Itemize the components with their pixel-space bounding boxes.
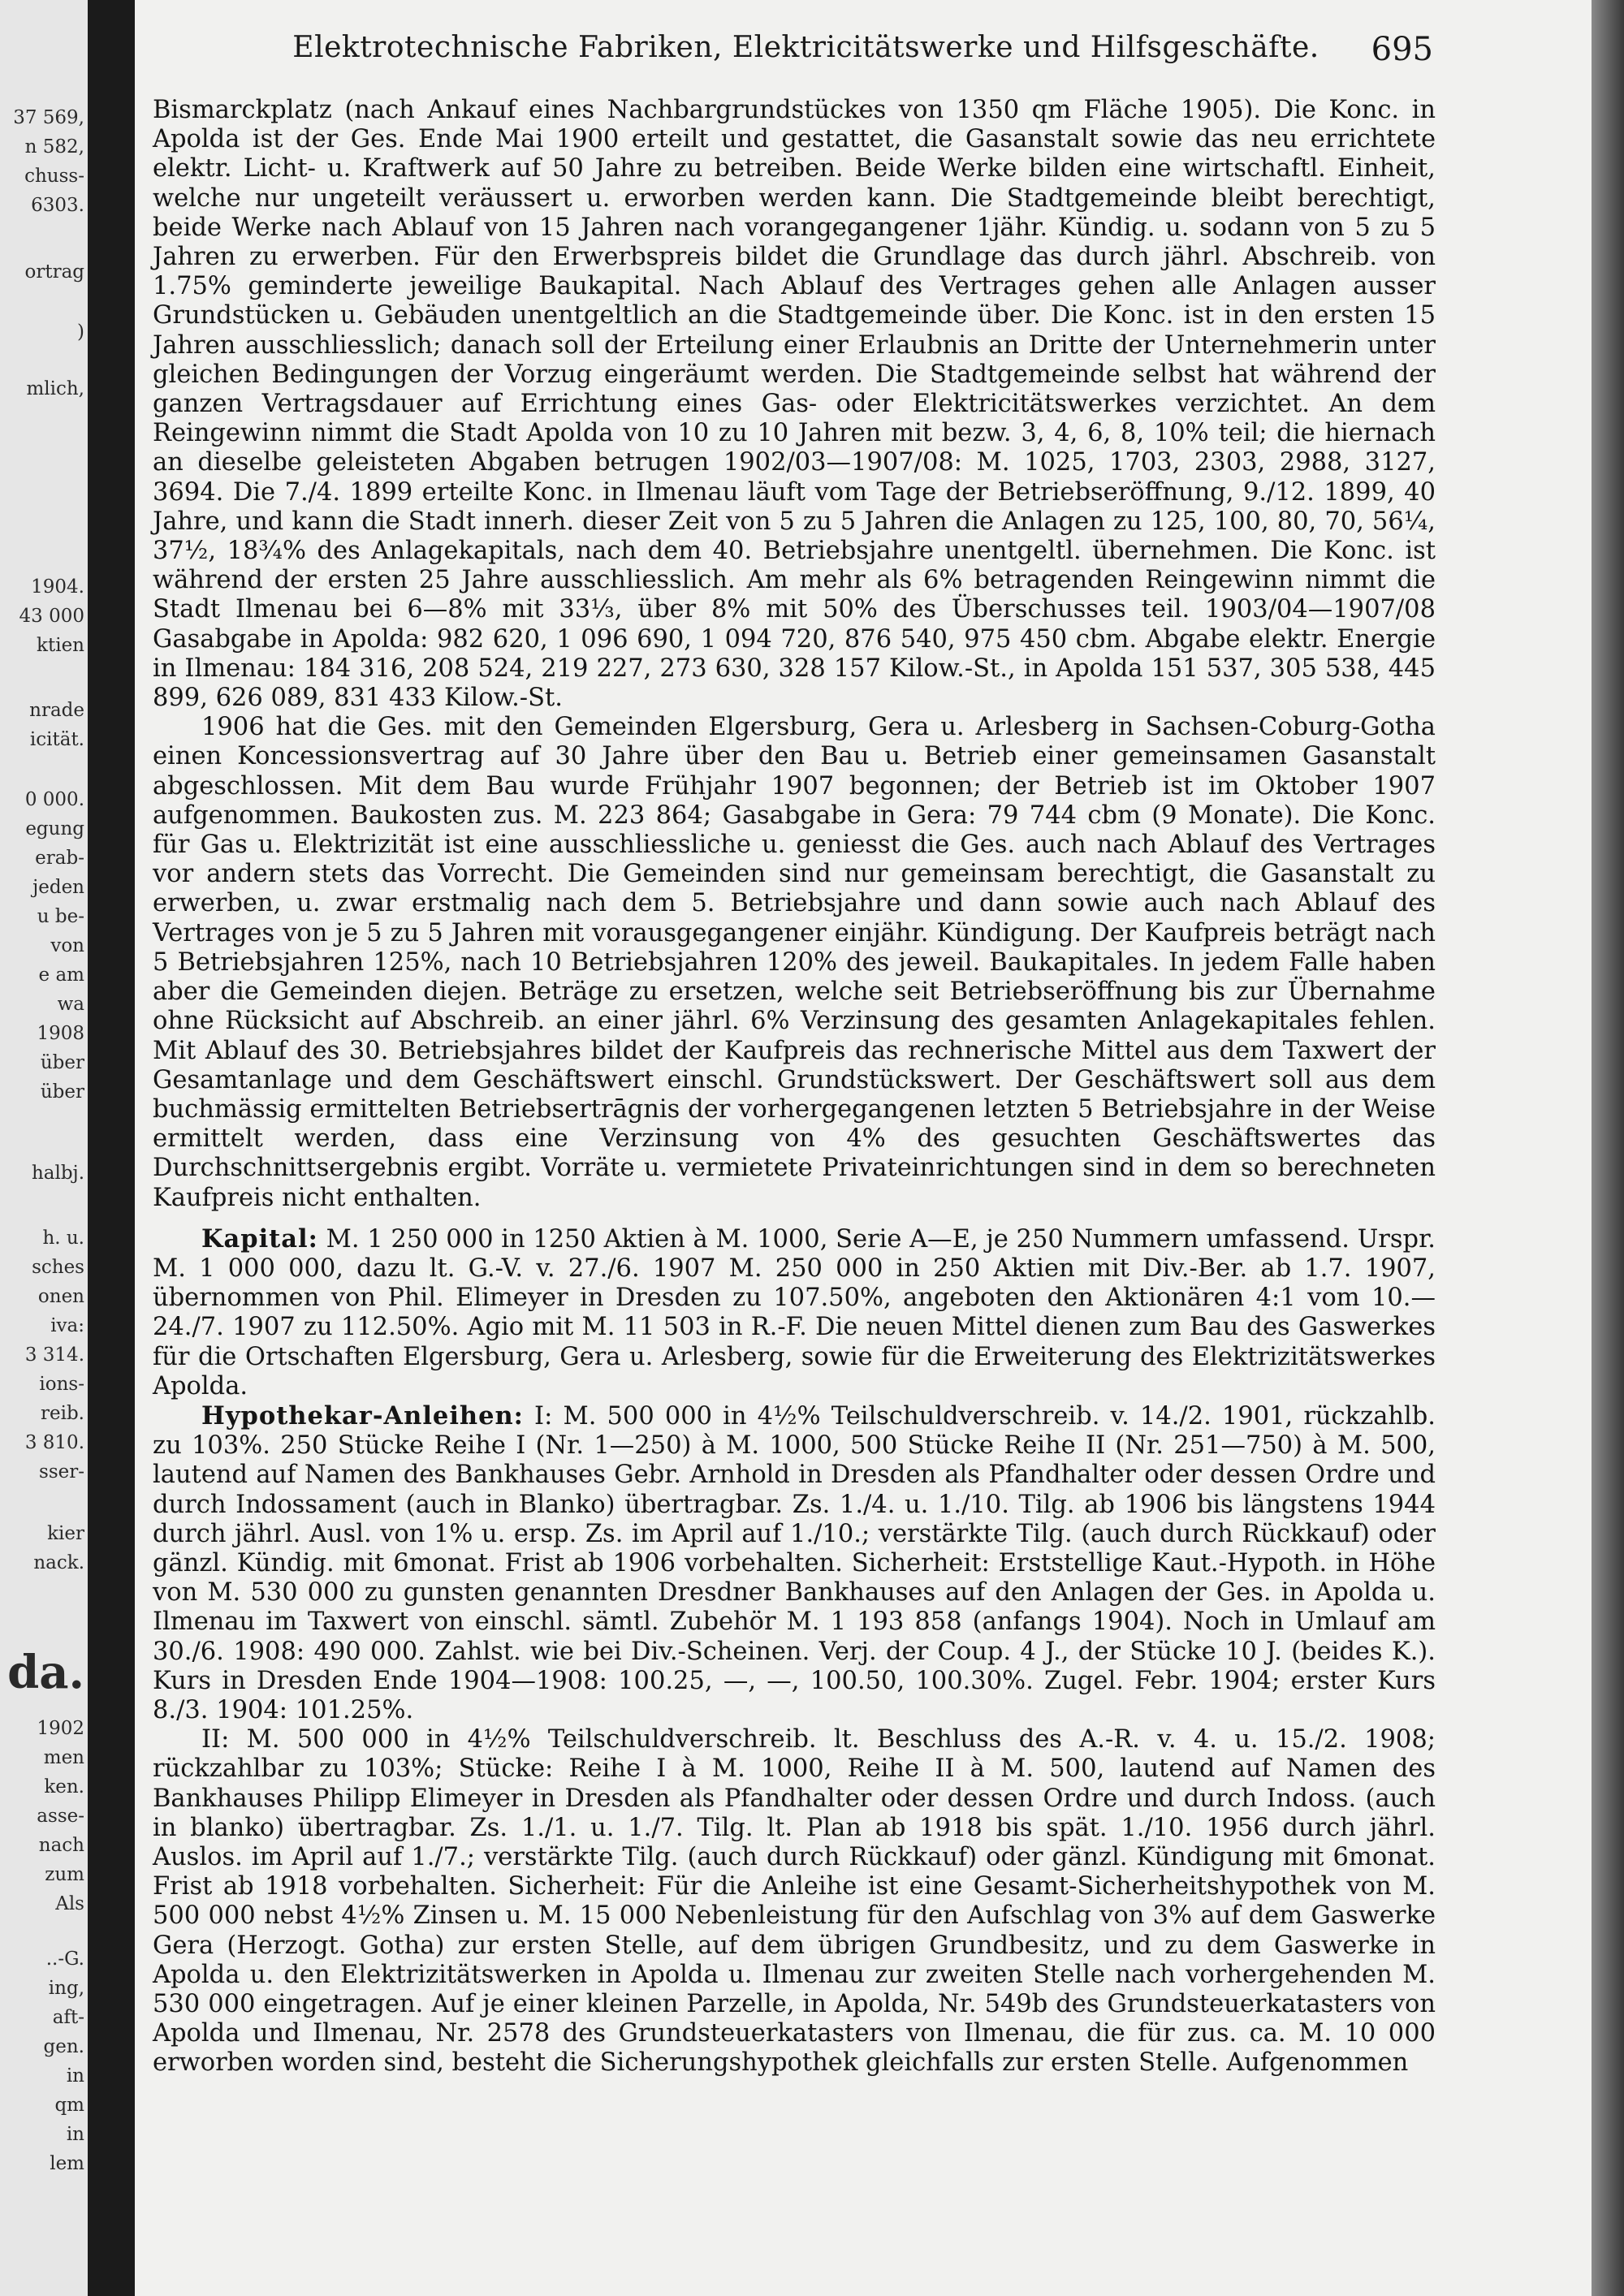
left-fragment: ken. bbox=[44, 1776, 84, 1798]
left-fragment: erab- bbox=[35, 848, 84, 869]
hypothekar-text: I: M. 500 000 in 4½% Teilschuldverschreib. v. 14./2. 1901, rückzahlb. zu 103%. 250 Stücke Reihe I (Nr. 1—250) à M. 1000, 500 Stücke Reihe II (Nr. 251—750) à M. 500, lautend auf Namen des Bankhauses Gebr. Arnhold in Dresden als Pfandhalter oder dessen Ordre und durch Indossament (auch in Blanko) übertragbar. Zs. 1./4. u. 1./10. Tilg. ab 1906 bis längstens 1944 durch jährl. Ausl. von 1% u. ersp. Zs. im April auf 1./10.; verstärkte Tilg. (auch durch Rückkauf) oder gänzl. Kündig. mit 6monat. Frist ab 1906 vorbehalten. Sicherheit: Erststellige Kaut.-Hypoth. in Höhe von M. 530 000 zu gunsten genannten Dresdner Bankhauses auf den Anlagen der Ges. in Apolda u. Ilmenau im Taxwert von einschl. sämtl. Zubehör M. 1 193 858 (anfangs 1904). Noch in Umlauf am 30./6. 1908: 490 000. Zahlst. wie bei Div.-Scheinen. Verj. der Coup. 4 J., der Stücke 10 J. (beides K.). Kurs in Dresden Ende 1904—1908: 100.25, —, —, 100.50, 100.30%. Zugel. Febr. 1904; erster Kurs 8./3. 1904: 101.25%. bbox=[153, 1401, 1436, 1724]
kapital-text: M. 1 250 000 in 1250 Aktien à M. 1000, Serie A—E, je 250 Nummern umfassend. Urspr. M. 1 000 000, dazu lt. G.-V. v. 27./6. 1907 M. 250 000 in 250 Aktien mit Div.-Ber. ab 1.7. 1907, übernommen von Phil. Elimeyer in Dresden zu 107.50%, angeboten den Aktionären 4:1 vom 10.—24./7. 1907 zu 112.50%. Agio mit M. 11 503 in R.-F. Die neuen Mittel dienen zum Bau des Gaswerkes für die Ortschaften Elgersburg, Gera u. Arlesberg, sowie für die Erweiterung des Elektrizitätswerkes Apolda. bbox=[153, 1224, 1436, 1400]
left-fragment: 6303. bbox=[31, 195, 84, 216]
left-fragment: qm bbox=[54, 2095, 84, 2116]
left-fragment: zum bbox=[45, 1864, 84, 1885]
left-fragment: mlich, bbox=[26, 378, 84, 399]
left-fragment: aft- bbox=[52, 2007, 84, 2028]
paragraph-anleihe-ii: II: M. 500 000 in 4½% Teilschuldverschreib. lt. Beschluss des A.-R. v. 4. u. 15./2. 1908; rückzahlbar zu 103%; Stücke: Reihe I à M. 1000, Reihe II à M. 500, lautend auf Namen des Bankhauses Philipp Elimeyer in Dresden als Pfandhalter oder dessen Ordre und durch Indoss. (auch in blanko) übertragbar. Zs. 1./1. u. 1./7. Tilg. lt. Plan ab 1918 bis spät. 1./10. 1956 durch jährl. Auslos. im April auf 1./7.; verstärkte Tilg. (auch durch Rückkauf) oder gänzl. Kündigung mit 6monat. Frist ab 1918 vorbehalten. Sicherheit: Für die Anleihe ist eine Gesamt-Sicherheitshypothek von M. 500 000 nebst 4½% Zinsen u. M. 15 000 Nebenleistung für den Aufschlag von 3% auf dem Gaswerke Gera (Herzogt. Gotha) zur ersten Stelle, auf dem übrigen Grundbesitz, und zu dem Gaswerke in Apolda u. den Elektrizitätswerken in Apolda u. Ilmenau zur zweiten Stelle nach vorhergehenden M. 530 000 eingetragen. Auf je einer kleinen Parzelle, in Apolda, Nr. 549b des Grundsteuerkatasters von Apolda und Ilmenau, Nr. 2578 des Grundsteuerkatasters von Ilmenau, die für zus. ca. M. 10 000 erworben worden sind, besteht die Sicherungshypothek gleichfalls zur ersten Stelle. Aufgenommen bbox=[153, 1725, 1436, 2078]
left-fragment: sser- bbox=[39, 1461, 84, 1482]
left-fragment: nack. bbox=[33, 1552, 84, 1573]
left-fragment: ..-G. bbox=[45, 1949, 84, 1970]
left-fragment: 3 810. bbox=[24, 1432, 84, 1453]
left-fragment: ortrag bbox=[24, 261, 84, 283]
paragraph-concession-gera: 1906 hat die Ges. mit den Gemeinden Elgersburg, Gera u. Arlesberg in Sachsen-Coburg-Gotha einen Koncessionsvertrag auf 30 Jahre über den Bau u. Betrieb einer gemeinsamen Gasanstalt abgeschlossen. Mit dem Bau wurde Frühjahr 1907 begonnen; der Betrieb ist im Oktober 1907 aufgenommen. Baukosten zus. M. 223 864; Gasabgabe in Gera: 79 744 cbm (9 Monate). Die Konc. für Gas u. Elektrizität ist eine ausschliessliche u. geniesst die Ges. auch nach Ablauf des Vertrages vor andern stets das Vorrecht. Die Gemeinden sind nur gemeinsam berechtigt, die Gasanstalt zu erwerben, u. zwar erstmalig nach dem 5. Betriebsjahre und dann sowie auch nach Ablauf des Vertrages von je 5 zu 5 Jahren mit vorausgegangener einjähr. Kündigung. Der Kaufpreis beträgt nach 5 Betriebsjahren 125%, nach 10 Betriebsjahren 120% des jeweil. Baukapitales. In jedem Falle haben aber die Gemeinden diejen. Beträge zu ersetzen, welche seit Betriebseröffnung bis zur Übernahme ohne Rücksicht auf Abschreib. an einer jährl. 6% Verzinsung des gesamten Anlagekapitales fehlen. Mit Ablauf des 30. Betriebsjahres bildet der Kaufpreis das rechnerische Mittel aus dem Taxwert der Gesamtanlage und dem Geschäftswert einschl. Grundstückswert. Der Geschäftswert soll aus dem buchmässig ermittelten Betriebsertrāgnis der vorhergegangenen letzten 5 Betriebsjahre in der Weise ermittelt werden, dass eine Verzinsung von 4% des gesuchten Geschäftswertes das Durchschnittsergebnis ergibt. Vorräte u. vermietete Privateinrichtungen sind in dem so berechneten Kaufpreis nicht enthalten. bbox=[153, 713, 1436, 1212]
left-fragment: chuss- bbox=[24, 166, 84, 187]
left-fragment: ktien bbox=[37, 635, 84, 656]
left-fragment: asse- bbox=[37, 1806, 84, 1827]
left-fragment: n 582, bbox=[24, 136, 84, 158]
left-fragment: in bbox=[66, 2124, 84, 2145]
left-fragment: e am bbox=[38, 965, 84, 986]
left-fragment: Als bbox=[55, 1893, 84, 1914]
left-fragment: nrade bbox=[29, 700, 84, 721]
left-fragment: da. bbox=[7, 1646, 84, 1699]
page-edge-shadow bbox=[1592, 0, 1624, 2296]
left-fragment: sches bbox=[32, 1257, 84, 1278]
left-fragment: ) bbox=[77, 322, 84, 343]
left-fragment: von bbox=[50, 935, 84, 956]
left-fragment: nach bbox=[38, 1835, 84, 1856]
left-fragment: u be- bbox=[37, 906, 84, 927]
left-fragment: iva: bbox=[50, 1315, 84, 1336]
left-fragment: h. u. bbox=[42, 1228, 84, 1249]
left-fragment: icität. bbox=[29, 729, 84, 750]
left-fragment: egung bbox=[25, 818, 84, 839]
left-fragment: men bbox=[43, 1747, 84, 1768]
paragraph-hypothekar-anleihen bbox=[153, 1401, 1436, 1725]
left-fragment: 0 000. bbox=[24, 789, 84, 810]
left-fragment: 1902 bbox=[37, 1718, 84, 1739]
paragraph-kapital bbox=[153, 1224, 1436, 1401]
left-fragment: gen. bbox=[43, 2036, 84, 2057]
left-fragment: jeden bbox=[32, 877, 84, 898]
left-fragment: reib. bbox=[41, 1403, 84, 1424]
page-body bbox=[153, 96, 1436, 2078]
header-title: Elektrotechnische Fabriken, Elektricitätswerke und Hilfsgeschäfte. bbox=[292, 31, 1320, 64]
left-fragment: 1904. bbox=[31, 576, 84, 598]
page-number: 695 bbox=[1371, 31, 1433, 68]
paragraph-concession-apolda-ilmenau: Bismarckplatz (nach Ankauf eines Nachbargrundstückes von 1350 qm Fläche 1905). Die Konc. in Apolda ist der Ges. Ende Mai 1900 erteilt und gestattet, die Gasanstalt sowie das neu errichtete elektr. Licht- u. Kraftwerk auf 50 Jahre zu betreiben. Beide Werke bilden eine wirtschaftl. Einheit, welche nur ungeteilt veräussert u. erworben werden kann. Die Stadtgemeinde bleibt berechtigt, beide Werke nach Ablauf von 15 Jahren nach vorangegangener 1jähr. Kündig. u. sodann von 5 zu 5 Jahren zu erwerben. Für den Erwerbspreis bildet die Grundlage das durch jährl. Abschreib. von 1.75% geminderte jeweilige Baukapital. Nach Ablauf des Vertrages gehen alle Anlagen ausser Grundstücken u. Gebäuden unentgeltlich an die Stadtgemeinde über. Die Konc. ist in den ersten 15 Jahren ausschliesslich; danach soll der Erteilung einer Erlaubnis an Dritte der Unternehmerin unter gleichen Bedingungen der Vorzug eingeräumt werden. Die Stadtgemeinde selbst hat während der ganzen Vertragsdauer auf Errichtung eines Gas- oder Elektricitätswerkes verzichtet. An dem Reingewinn nimmt die Stadt Apolda von 10 zu 10 Jahren mit bezw. 3, 4, 6, 8, 10% teil; die hiernach an dieselbe geleisteten Abgaben betrugen 1902/03—1907/08: M. 1025, 1703, 2303, 2988, 3127, 3694. Die 7./4. 1899 erteilte Konc. in Ilmenau läuft vom Tage der Betriebseröffnung, 9./12. 1899, 40 Jahre, und kann die Stadt innerh. dieser Zeit von 5 zu 5 Jahren die Anlagen zu 125, 100, 80, 70, 56¼, 37½, 18¾% des Anlagekapitals, nach dem 40. Betriebsjahre unentgeltl. übernehmen. Die Konc. ist während der ersten 25 Jahre ausschliesslich. Am mehr als 6% betragenden Reingewinn nimmt die Stadt Ilmenau bei 6—8% mit 33⅓, über 8% mit 50% des Überschusses teil. 1903/04—1907/08 Gasabgabe in Apolda: 982 620, 1 096 690, 1 094 720, 876 540, 975 450 cbm. Abgabe elektr. Energie in Ilmenau: 184 316, 208 524, 219 227, 273 630, 328 157 Kilow.-St., in Apolda 151 537, 305 538, 445 899, 626 089, 831 433 Kilow.-St. bbox=[153, 96, 1436, 713]
left-fragment: ing, bbox=[48, 1978, 84, 1999]
left-fragment: lem bbox=[50, 2153, 84, 2174]
left-fragment: über bbox=[40, 1081, 84, 1103]
left-fragment: kier bbox=[47, 1523, 84, 1544]
left-fragment: ions- bbox=[39, 1374, 84, 1395]
left-fragment: wa bbox=[57, 994, 84, 1015]
left-fragment: 37 569, bbox=[13, 107, 84, 128]
book-gutter bbox=[88, 0, 135, 2296]
adjacent-page-fragment bbox=[0, 0, 88, 2296]
left-fragment: 43 000 bbox=[19, 606, 84, 627]
left-fragment: onen bbox=[37, 1286, 84, 1307]
running-header bbox=[179, 31, 1433, 68]
kapital-label: Kapital: bbox=[201, 1224, 318, 1254]
left-fragment: halbj. bbox=[31, 1163, 84, 1184]
hypothekar-label: Hypothekar-Anleihen: bbox=[201, 1400, 524, 1431]
left-fragment: 1908 bbox=[37, 1023, 84, 1044]
left-fragment: 3 314. bbox=[24, 1344, 84, 1366]
left-fragment: über bbox=[40, 1052, 84, 1073]
left-fragment: in bbox=[66, 2065, 84, 2087]
